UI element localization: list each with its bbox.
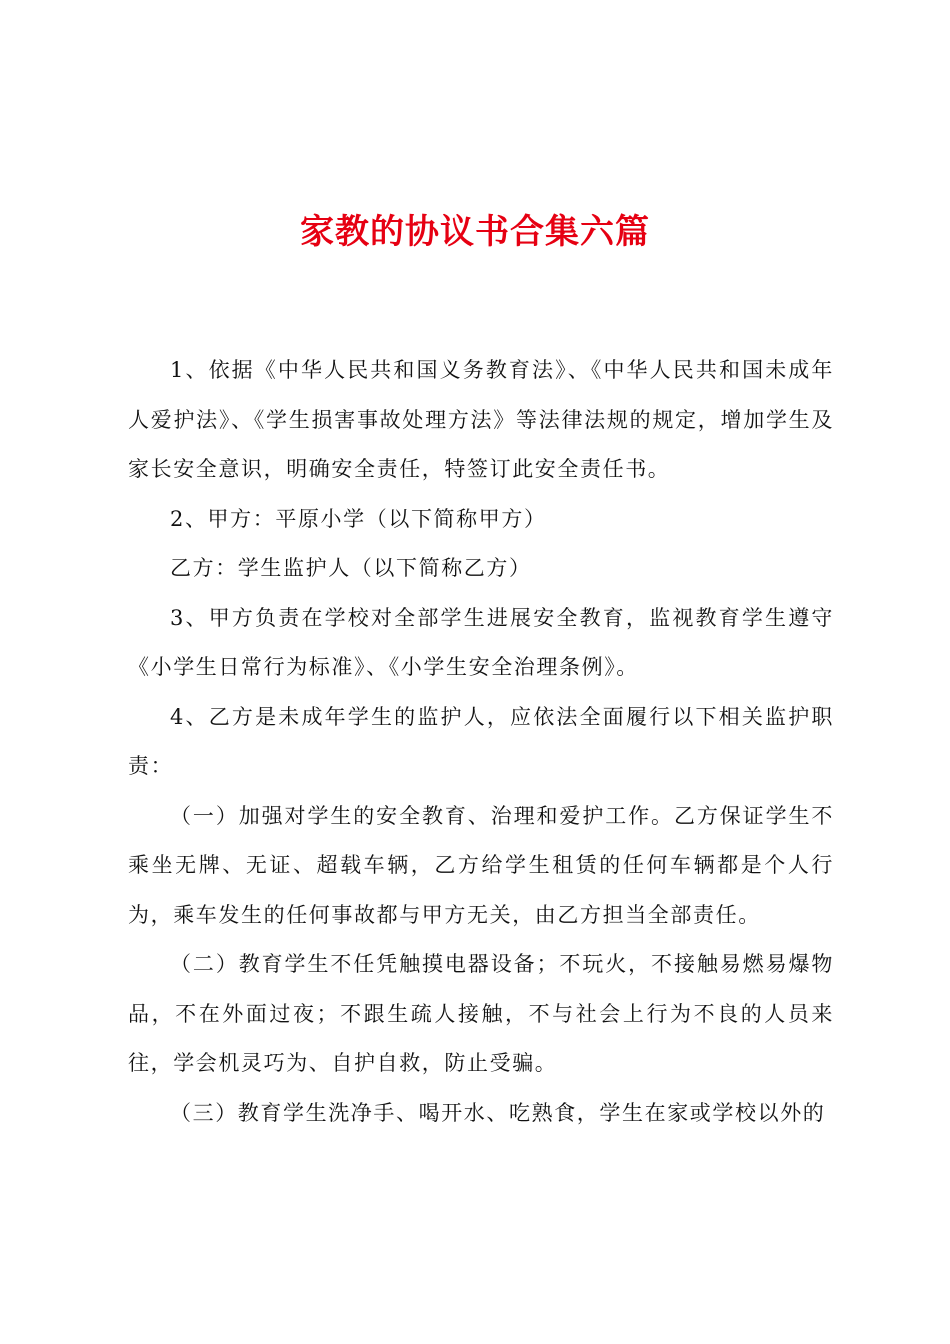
document-title: 家教的协议书合集六篇 — [300, 212, 650, 252]
document-body — [128, 346, 834, 1138]
paragraph-7: （二）教育学生不任凭触摸电器设备；不玩火，不接触易燃易爆物品，不在外面过夜；不跟生疏人接触，不与社会上行为不良的人员来往，学会机灵巧为、自护自救，防止受骗。 — [128, 952, 834, 1075]
paragraph-3: 乙方：学生监护人（以下简称乙方） — [170, 556, 532, 580]
paragraph-1: 1、依据《中华人民共和国义务教育法》、《中华人民共和国未成年人爱护法》、《学生损害事故处理方法》等法律法规的规定，增加学生及家长安全意识，明确安全责任，特签订此安全责任书。 — [128, 358, 834, 481]
paragraph-5: 4、乙方是未成年学生的监护人，应依法全面履行以下相关监护职责： — [128, 704, 834, 778]
paragraph-4: 3、甲方负责在学校对全部学生进展安全教育，监视教育学生遵守《小学生日常行为标准》、《小学生安全治理条例》。 — [128, 605, 834, 679]
paragraph-2: 2、甲方：平原小学（以下简称甲方） — [170, 506, 547, 531]
paragraph-6: （一）加强对学生的安全教育、治理和爱护工作。乙方保证学生不乘坐无牌、无证、超载车辆，乙方给学生租赁的任何车辆都是个人行为，乘车发生的任何事故都与甲方无关，由乙方担当全部责任。 — [128, 803, 834, 927]
paragraph-8: （三）教育学生洗净手、喝开水、吃熟食，学生在家或学校以外的 — [170, 1100, 826, 1125]
